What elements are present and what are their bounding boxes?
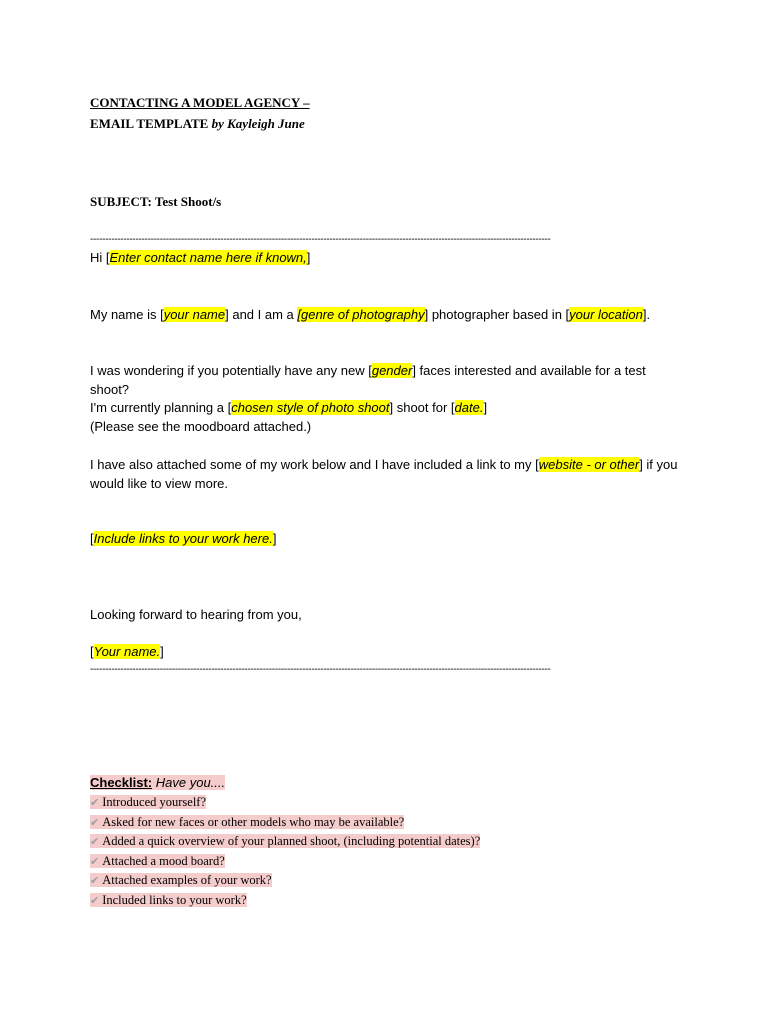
checkmark-icon: ✔: [90, 854, 100, 868]
p2-text-a: I was wondering if you potentially have any new [: [90, 363, 372, 378]
sign-suffix: ]: [160, 644, 164, 659]
checklist-heading: [90, 774, 225, 792]
p2-line-2: [90, 399, 680, 418]
email-greeting: [90, 249, 680, 268]
greeting-suffix: ]: [306, 250, 311, 265]
title-line-1: CONTACTING A MODEL AGENCY –: [90, 95, 310, 110]
checkmark-icon: ✔: [90, 874, 100, 888]
title-line-2: [90, 113, 310, 134]
checklist-item: [90, 813, 480, 833]
checklist-item-text: Attached a mood board?: [102, 853, 225, 868]
checklist: [90, 793, 480, 911]
checkmark-icon: ✔: [90, 796, 100, 809]
p1-text-d: ].: [642, 307, 651, 322]
subject-line: SUBJECT: Test Shoot/s: [90, 194, 222, 209]
checklist-item-text: Added a quick overview of your planned shoot, (including potential dates)?: [102, 834, 481, 849]
checkmark-icon: ✔: [90, 815, 100, 829]
p2-text-c: I'm currently planning a [: [90, 400, 232, 415]
checklist-item-text: Asked for new faces or other models who may be available?: [102, 814, 405, 829]
email-links-line: [90, 530, 680, 549]
p2-line-1: [90, 362, 680, 399]
greeting-prefix: Hi [: [90, 250, 110, 265]
links-prefix: [: [90, 531, 94, 546]
placeholder-date: date.: [454, 400, 484, 415]
checklist-item-text: Included links to your work?: [102, 892, 247, 907]
p2-text-e: ]: [483, 400, 488, 415]
checklist-item: [90, 832, 480, 852]
p2-line-3: (Please see the moodboard attached.): [90, 418, 312, 434]
email-paragraph-work: [90, 456, 680, 493]
checkmark-icon: ✔: [90, 893, 100, 907]
links-suffix: ]: [272, 531, 277, 546]
placeholder-your-name: your name: [163, 307, 226, 322]
p1-text-a: My name is [: [90, 307, 164, 322]
greeting-placeholder: Enter contact name here if known,: [109, 250, 307, 265]
placeholder-links: Include links to your work here.: [93, 531, 273, 546]
email-signature: [90, 643, 680, 662]
checklist-item-text: Introduced yourself?: [102, 795, 206, 809]
checklist-item-text: Attached examples of your work?: [102, 873, 272, 888]
checklist-item: [90, 793, 480, 813]
checklist-label: Checklist:: [90, 775, 153, 790]
p3-text-a: I have also attached some of my work below and I have included a link to my [: [90, 457, 539, 472]
checklist-item: [90, 852, 480, 872]
placeholder-location: your location: [569, 307, 643, 322]
title-author: by Kayleigh June: [211, 116, 305, 131]
divider-bottom: --------------------------------------------------------------------------------------------------------------------------------------------------------: [90, 664, 551, 675]
p2-text-d: ] shoot for [: [389, 400, 455, 415]
placeholder-shoot-style: chosen style of photo shoot: [231, 400, 390, 415]
checklist-item: [90, 891, 480, 911]
divider-top: --------------------------------------------------------------------------------------------------------------------------------------------------------: [90, 234, 551, 245]
title-line-2-prefix: EMAIL TEMPLATE: [90, 116, 212, 131]
email-paragraph-intro: [90, 306, 680, 325]
checklist-item: [90, 871, 480, 891]
placeholder-signature: Your name.: [93, 644, 161, 659]
checkmark-icon: ✔: [90, 835, 100, 849]
checklist-subtitle: Have you....: [152, 775, 226, 790]
email-paragraph-request: [90, 362, 680, 436]
p1-text-b: ] and I am a: [225, 307, 298, 322]
placeholder-website: website - or other: [538, 457, 640, 472]
placeholder-gender: gender: [371, 363, 413, 378]
p1-text-c: ] photographer based in [: [424, 307, 570, 322]
document-title: [90, 92, 310, 134]
placeholder-genre: [genre of photography: [297, 307, 425, 322]
sign-prefix: [: [90, 644, 94, 659]
p2-text-b: ] faces interested and available for a test shoot?: [90, 363, 646, 397]
email-closing: Looking forward to hearing from you,: [90, 607, 302, 622]
p3-text-b: ] if you would like to view more.: [90, 457, 678, 491]
